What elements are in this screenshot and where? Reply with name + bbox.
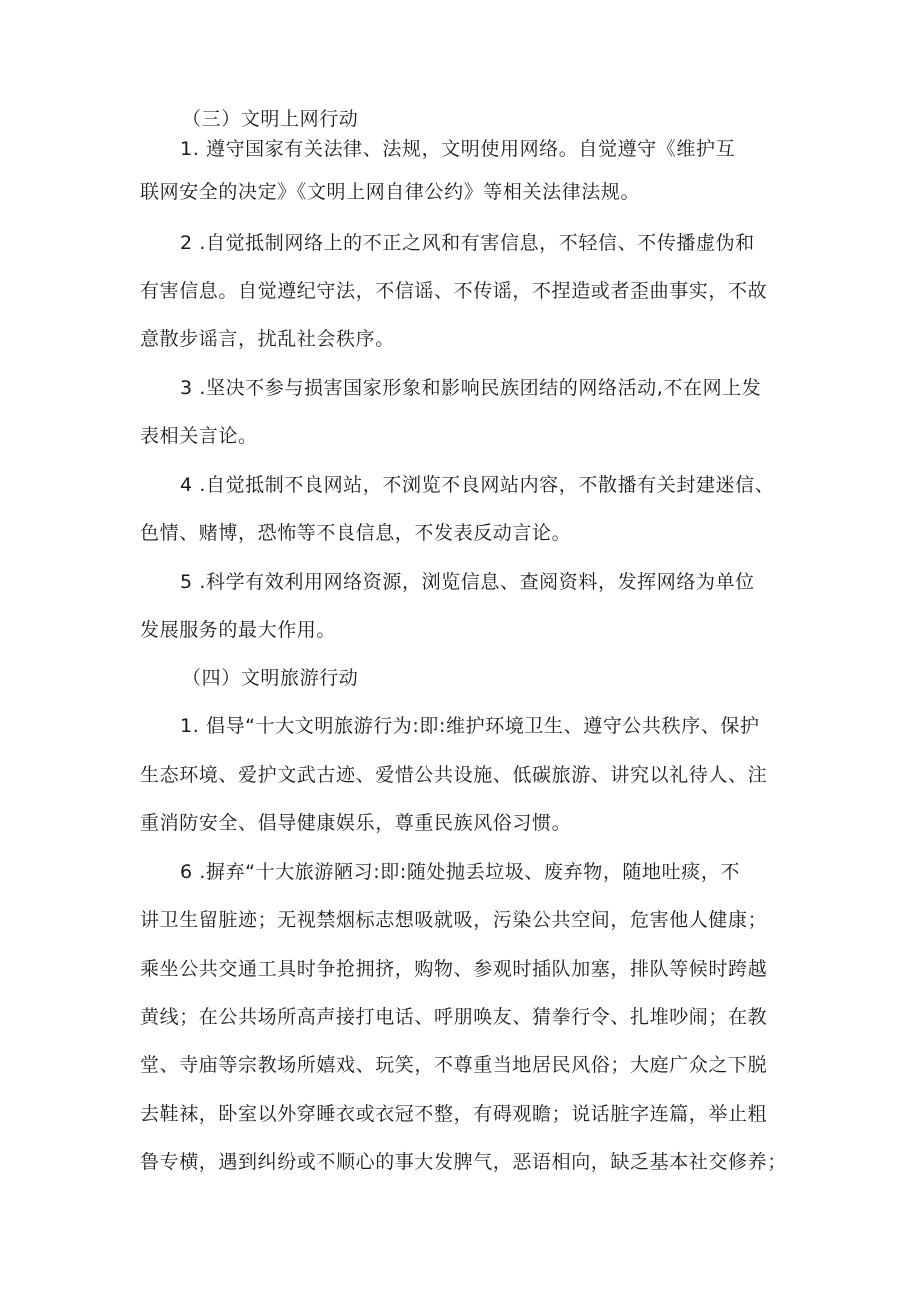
section-heading-civilized-tourism: （四）文明旅游行动 xyxy=(182,667,359,689)
item3-line2: 表相关言论。 xyxy=(140,425,258,447)
tourism-item1-line3: 重消防安全、倡导健康娱乐，尊重民族风俗习惯。 xyxy=(140,812,572,834)
tourism-item6-line1: 6 .摒弃“十大旅游陋习:即:随处抛丢垃圾、废弃物，随地吐痰，不 xyxy=(180,861,741,883)
tourism-item6-line5: 堂、寺庙等宗教场所嬉戏、玩笑，不尊重当地居民风俗；大庭广众之下脱 xyxy=(140,1054,768,1076)
tourism-item6-line3: 乘坐公共交通工具时争抢拥挤，购物、参观时插队加塞，排队等候时跨越 xyxy=(140,958,768,980)
section-heading-civilized-internet: （三）文明上网行动 xyxy=(182,108,359,130)
item2-line3: 意散步谣言，扰乱社会秩序。 xyxy=(140,328,395,350)
tourism-item6-line6: 去鞋袜，卧室以外穿睡衣或衣冠不整，有碍观瞻；说话脏字连篇，举止粗 xyxy=(140,1103,768,1125)
tourism-item6-line7: 鲁专横，遇到纠纷或不顺心的事大发脾气，恶语相向，缺乏基本社交修养； xyxy=(140,1151,787,1173)
item1-line1: 1. 遵守国家有关法律、法规，文明使用网络。自觉遵守《维护互 xyxy=(180,138,736,160)
tourism-item1-line1: 1. 倡导“十大文明旅游行为:即:维护环境卫生、遵守公共秩序、保护 xyxy=(180,715,760,737)
item1-line2: 联网安全的决定》《文明上网自律公约》等相关法律法规。 xyxy=(140,181,641,203)
tourism-item1-line2: 生态环境、爱护文武古迹、爱惜公共设施、低碳旅游、讲究以礼待人、注 xyxy=(140,764,768,786)
item2-line2: 有害信息。自觉遵纪守法，不信谣、不传谣，不捏造或者歪曲事实，不故 xyxy=(140,280,768,302)
tourism-item6-line4: 黄线；在公共场所高声接打电话、呼朋唤友、猜拳行令、扎堆吵闹；在教 xyxy=(140,1006,768,1028)
item5-line2: 发展服务的最大作用。 xyxy=(140,619,337,641)
tourism-item6-line2: 讲卫生留脏迹；无视禁烟标志想吸就吸，污染公共空间，危害他人健康； xyxy=(140,909,768,931)
item4-line1: 4 .自觉抵制不良网站，不浏览不良网站内容，不散播有关封建迷信、 xyxy=(180,474,775,496)
item5-line1: 5 .科学有效利用网络资源，浏览信息、查阅资料，发挥网络为单位 xyxy=(180,571,755,593)
item2-line1: 2 .自觉抵制网络上的不正之风和有害信息，不轻信、不传播虚伪和 xyxy=(180,232,755,254)
item4-line2: 色情、赌博，恐怖等不良信息，不发表反动言论。 xyxy=(140,522,572,544)
item3-line1: 3 .坚决不参与损害国家形象和影响民族团结的网络活动,不在网上发 xyxy=(180,377,762,399)
